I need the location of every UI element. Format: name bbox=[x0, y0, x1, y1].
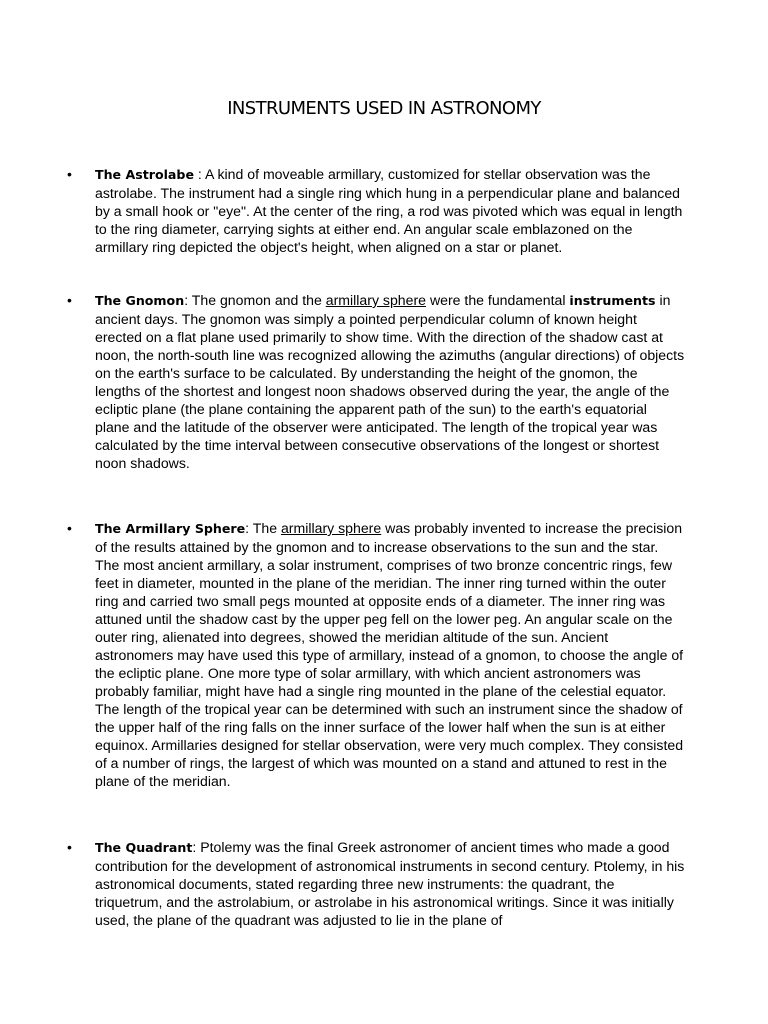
bullet-icon: • bbox=[67, 166, 72, 182]
armillary-sphere-link[interactable]: armillary sphere bbox=[325, 292, 427, 308]
section-label: The Gnomon bbox=[95, 293, 185, 308]
section-text-part-b: in ancient days. The gnomon was simply a pointed perpendicular column of known height erected on a flat plane used primarily to show time. With the direction of the shadow cast at noon, the north-south line was recognized allowing the azimuths (angular directions) of objects on the earth's surface to be calculated. By understanding the height of the gnomon, the lengths of the shortest and longest noon shadows observed during the year, the angle of the ecliptic plane (the plane containing the apparent path of the sun) to the earth's equatorial plane and the latitude of the observer were anticipated. The length of the tropical year was calculated by the time interval between consecutive observations of the longest or shortest noon shadows. bbox=[95, 292, 685, 471]
bold-keyword: instruments bbox=[569, 293, 656, 308]
bullet-icon: • bbox=[67, 839, 72, 855]
bullet-icon: • bbox=[67, 520, 72, 536]
section-text: Ptolemy was the final Greek astronomer of ancient times who made a good contribution for the development of astronomical instruments in second century. Ptolemy, in his astronomical documents, stated regarding three new instruments: the quadrant, the triquetrum, and the astrolabium, or astrolabe in his astronomical writings. Since it was initially used, the plane of the quadrant was adjusted to lie in the plane of bbox=[95, 839, 685, 928]
label-separator: : bbox=[193, 166, 205, 182]
bullet-icon: • bbox=[67, 292, 72, 308]
section-label: The Quadrant bbox=[95, 840, 193, 855]
section-text: A kind of moveable armillary, customized for stellar observation was the astrolabe. The instrument had a single ring which hung in a perpendicular plane and balanced by a small hook or "eye". At the center of the ring, a rod was pivoted which was equal in length to the ring diameter, carrying sights at either end. An angular scale emblazoned on the armillary ring depicted the object's height, when aligned on a star or planet. bbox=[95, 166, 683, 255]
armillary-sphere-link[interactable]: armillary sphere bbox=[280, 520, 382, 536]
label-separator: : The gnomon and the bbox=[184, 292, 326, 308]
list-item-gnomon bbox=[67, 291, 685, 472]
list-item-quadrant bbox=[67, 838, 685, 929]
section-text-part-a: were the fundamental bbox=[426, 292, 570, 308]
list-item-astrolabe bbox=[67, 165, 685, 256]
page-title: INSTRUMENTS USED IN ASTRONOMY bbox=[227, 98, 541, 119]
section-label: The Armillary Sphere bbox=[95, 521, 246, 536]
section-label: The Astrolabe bbox=[95, 167, 194, 182]
label-separator: : The bbox=[245, 520, 281, 536]
section-text: was probably invented to increase the precision of the results attained by the gnomon and to increase observations to the sun and the star. The most ancient armillary, a solar instrument, comprises of two bronze concentric rings, few feet in diameter, mounted in the plane of the meridian. The inner ring turned within the outer ring and carried two small pegs mounted at opposite ends of a diameter. The inner ring was attuned until the shadow cast by the upper peg fell on the lower peg. An angular scale on the outer ring, alienated into degrees, showed the meridian altitude of the sun. Ancient astronomers may have used this type of armillary, instead of a gnomon, to choose the angle of the ecliptic plane. One more type of solar armillary, with which ancient astronomers was probably familiar, might have had a single ring mounted in the plane of the celestial equator. The length of the tropical year can be determined with such an instrument since the shadow of the upper half of the ring falls on the inner surface of the lower half when the sun is at either equinox. Armillaries designed for stellar observation, were very much complex. They consisted of a number of rings, the largest of which was mounted on a stand and attuned to rest in the plane of the meridian. bbox=[95, 520, 684, 789]
list-item-armillary-sphere bbox=[67, 519, 685, 790]
label-separator: : bbox=[192, 839, 201, 855]
